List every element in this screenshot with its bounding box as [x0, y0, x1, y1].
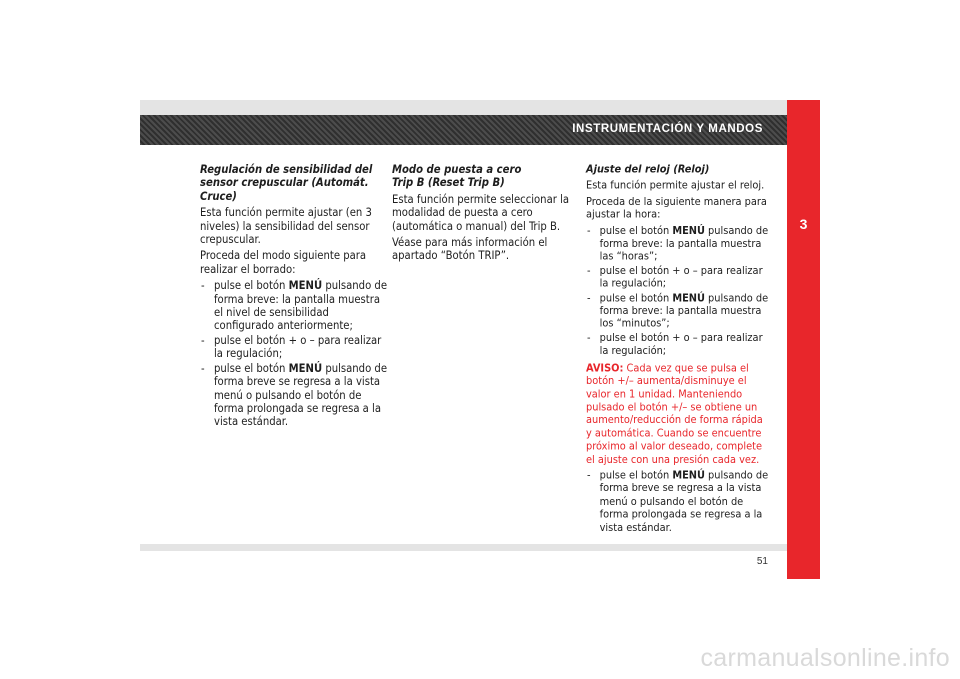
section-header-bar — [140, 115, 787, 145]
steps-list — [200, 279, 390, 428]
chapter-tab — [787, 100, 820, 579]
list-item: - pulse el botón + o – para realizar la regulación; — [586, 264, 771, 290]
watermark: carmanualsonline.info — [700, 644, 950, 672]
list-item: - pulse el botón MENÚ pulsando de forma breve se regresa a la vista menú o pulsando el botón de forma prolongada se regresa a la vista estándar. — [586, 469, 771, 534]
column-trip-reset — [392, 163, 582, 266]
list-item: - pulse el botón MENÚ pulsando de forma breve: la pantalla muestra los “minutos”; — [586, 291, 771, 330]
heading-clock-setting: Ajuste del reloj (Reloj) — [586, 163, 710, 176]
list-item: - pulse el botón MENÚ pulsando de forma breve se regresa a la vista menú o pulsando el botón de forma prolongada se regresa a la vista estándar. — [200, 362, 390, 429]
column-clock-setting — [586, 163, 771, 535]
heading-sensor-sensitivity: Regulación de sensibilidad del sensor crepuscular (Automát. Cruce) — [200, 163, 373, 203]
warning-note: AVISO: Cada vez que se pulsa el botón +/– aumenta/disminuye el valor en 1 unidad. Manteniendo pulsado el botón +/– se obtiene un aumento/reducción de forma rápida y automática. Cuando se encuentre próximo al valor deseado, complete el ajuste con una presión cada vez. — [586, 361, 763, 466]
paragraph: Proceda de la siguiente manera para ajustar la hora: — [586, 194, 767, 221]
paragraph: Esta función permite ajustar (en 3 niveles) la sensibilidad del sensor crepuscular. — [200, 206, 372, 247]
top-gray-band — [140, 100, 787, 115]
paragraph: Esta función permite ajustar el reloj. — [586, 178, 765, 192]
heading-trip-reset: Modo de puesta a cero Trip B (Reset Trip B) — [392, 163, 522, 190]
section-title: INSTRUMENTACIÓN Y MANDOS — [572, 123, 763, 135]
page-number: 51 — [756, 556, 768, 567]
list-item: - pulse el botón + o – para realizar la regulación; — [586, 331, 771, 357]
column-sensor-sensitivity — [200, 163, 390, 430]
list-item: - pulse el botón MENÚ pulsando de forma breve: la pantalla muestra las “horas”; — [586, 224, 771, 263]
steps-list — [586, 469, 771, 534]
list-item: - pulse el botón + o – para realizar la regulación; — [200, 334, 390, 361]
steps-list — [586, 224, 771, 357]
paragraph: Esta función permite seleccionar la modalidad de puesta a cero (automática o manual) del Trip B. — [392, 192, 570, 233]
paragraph: Proceda del modo siguiente para realizar el borrado: — [200, 249, 367, 276]
bottom-gray-band — [140, 544, 787, 551]
paragraph: Véase para más información el apartado “Botón TRIP”. — [392, 236, 548, 263]
chapter-number: 3 — [799, 216, 808, 232]
list-item: - pulse el botón MENÚ pulsando de forma breve: la pantalla muestra el nivel de sensibilidad configurado anteriormente; — [200, 279, 390, 333]
